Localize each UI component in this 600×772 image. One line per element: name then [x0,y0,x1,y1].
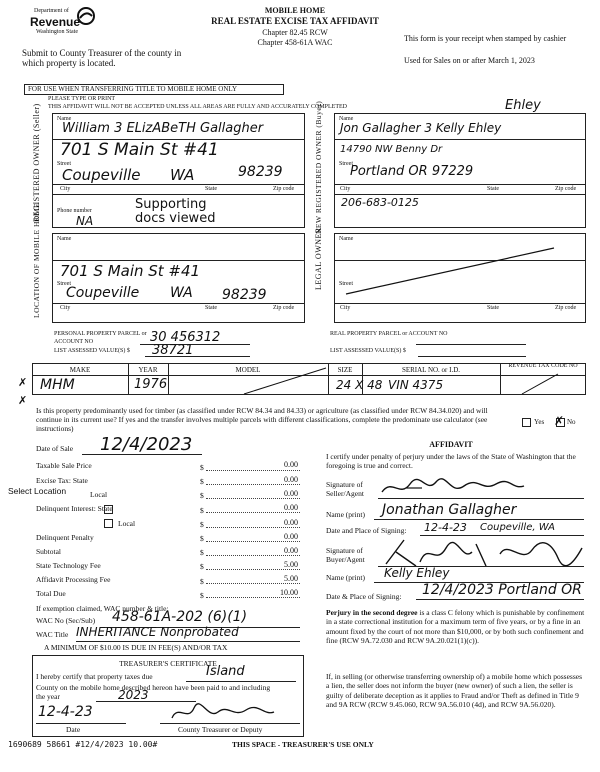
form-title-2: REAL ESTATE EXCISE TAX AFFIDAVIT [211,16,379,26]
treasurer-title: TREASURER'S CERTIFICATE [119,659,217,668]
tax-row-label-2: Local [90,490,108,499]
yes-label: Yes [534,418,545,426]
seller-name-print-label: Name (print) [326,510,365,519]
row-x-mark-2: ✗ [18,394,28,407]
tax-amount-6[interactable]: 0.00 [284,546,298,555]
col-serial: SERIAL NO. or I.D. [401,366,461,374]
seller-street[interactable]: 701 S Main St #41 [60,140,219,160]
wac-no-label: WAC No (Sec/Sub) [36,616,96,625]
location-state[interactable]: WA [170,285,193,301]
delinquent-state-checkbox[interactable] [104,505,113,514]
agency-line1: Department of [34,8,69,14]
tax-amount-1[interactable]: 0.00 [284,475,298,484]
seller-place[interactable]: Coupeville, WA [480,522,555,533]
seller-city[interactable]: Coupeville [62,166,141,184]
buyer-name-label: Name [339,116,354,122]
no-check-mark: ✗ [554,414,565,428]
pp-value[interactable]: 38721 [152,343,194,358]
select-location[interactable]: Select Location [8,486,67,496]
buyer-date-place[interactable]: 12/4/2023 Portland OR [422,582,582,598]
seller-street-label: Street [57,161,71,167]
col-model: MODEL [235,366,261,374]
seller-state-label: State [205,186,217,192]
seller-note: Supporting docs viewed [135,197,216,226]
legal-street-label: Street [339,281,353,287]
location-zip[interactable]: 98239 [222,287,267,303]
delinquent-local-checkbox[interactable] [104,519,113,528]
tax-amount-2[interactable]: 0.00 [284,489,298,498]
buyer-street-label: Street [339,161,353,167]
legal-side-label: LEGAL OWNER [314,227,323,290]
seller-date[interactable]: 12-4-23 [424,521,467,534]
print-notice: PLEASE TYPE OR PRINT [48,96,116,102]
tax-amount-9[interactable]: 10.00 [280,588,298,597]
treasurer-signature[interactable] [168,702,278,724]
seller-name-label: Name [57,116,72,122]
yes-checkbox[interactable] [522,418,531,427]
buyer-state-label: State [487,186,499,192]
treasurer-county[interactable]: Island [206,664,245,679]
seller-side-label: REGISTERED OWNER (Seller) [32,103,41,222]
tax-amount-7[interactable]: 5.00 [284,560,298,569]
legal-name-label: Name [339,236,354,242]
legal-zip-label: Zip code [555,305,577,311]
receipt-text: This form is your receipt when stamped by cashier [404,34,567,43]
location-city[interactable]: Coupeville [66,285,140,301]
dollar-signs: $ $ $ $ $ $ $ $ $ $ [200,463,204,600]
buyer-city-state-zip[interactable]: Portland OR 97229 [350,164,474,179]
tax-amount-3[interactable]: 0.00 [284,503,298,512]
seller-name[interactable]: William 3 ELizABeTH Gallagher [62,121,264,136]
seller-zip-label: Zip code [273,186,295,192]
location-name-label: Name [57,236,72,242]
tax-row-label-3: Delinquent Interest: State [36,504,113,513]
seller-phone[interactable]: NA [76,214,94,228]
treasurer-date[interactable]: 12-4-23 [38,704,93,720]
date-of-sale-label: Date of Sale [36,444,74,453]
buyer-sig-label: Signature of Buyer/Agent [326,546,365,564]
treasurer-date-label: Date [66,725,81,734]
accept-notice: THIS AFFIDAVIT WILL NOT BE ACCEPTED UNLESS ALL AREAS ARE FULLY AND ACCURATELY COMPLETED [48,104,347,110]
buyer-zip-label: Zip code [555,186,577,192]
buyer-phone[interactable]: 206-683-0125 [341,196,419,209]
receipt-stamp: 1690689 58661 #12/4/2023 10.00# [8,740,158,749]
form-title-1: MOBILE HOME [264,6,326,15]
tax-row-label-0: Taxable Sale Price [36,461,92,470]
buyer-side-label: NEW REGISTERED OWNER (Buyer) [314,100,323,234]
tax-amount-8[interactable]: 5.00 [284,574,298,583]
treasurer-text2: County on the mobile home described hereon have been paid to and including the year [36,683,271,701]
buyer-print-name[interactable]: Kelly Ehley [384,566,450,580]
agency-state: Washington State [36,29,79,35]
buyer-street[interactable]: 14790 NW Benny Dr [340,144,443,155]
rp-parcel-label: REAL PROPERTY PARCEL or ACCOUNT NO [330,331,448,337]
pp-list-label: LIST ASSESSED VALUE(S) $ [54,348,130,354]
treasurer-text1: I hereby certify that property taxes due [36,672,153,681]
location-city-label: City [60,305,71,311]
tax-amount-5[interactable]: 0.00 [284,532,298,541]
home-serial[interactable]: VIN 4375 [388,378,444,392]
exempt-label: If exemption claimed, WAC number & title: [36,604,169,613]
location-state-label: State [205,305,217,311]
timber-question: Is this property predominantly used for timber (as classified under RCW 84.34 and 84.33) or agriculture (as classified under RCW 84.34.020) and will continue in its current use? If yes and the transfer involves multiple parcels with different classifications, complete the predominate use calculator (see instructions) [36,406,488,433]
seller-date-place-label: Date and Place of Signing: [326,526,407,535]
no-label: No [567,418,576,426]
home-make[interactable]: MHM [40,377,75,393]
treasurer-use-only: THIS SPACE - TREASURER'S USE ONLY [232,740,374,749]
minimum-note: A MINIMUM OF $10.00 IS DUE IN FEE(S) AND/OR TAX [44,643,228,652]
col-year: YEAR [138,366,158,374]
seller-phone-label: Phone number [57,208,92,214]
tax-row-label-6: Subtotal [36,547,62,556]
perjury-bold: Perjury in the second degree [326,608,418,617]
col-rev: REVENUE TAX CODE NO [508,363,578,369]
tax-row-label-1: Excise Tax: State [36,476,88,485]
seller-city-label: City [60,186,71,192]
pp-account[interactable]: 30 456312 [150,330,221,345]
seller-zip[interactable]: 98239 [238,164,283,180]
wac-title[interactable]: INHERITANCE Nonprobated [76,625,239,639]
treasurer-year[interactable]: 2023 [118,688,149,702]
pp-parcel-label: PERSONAL PROPERTY PARCEL or ACCOUNT NO [54,331,147,345]
location-street[interactable]: 701 S Main St #41 [60,262,201,280]
rev-strike-line [520,372,560,396]
tax-amount-4[interactable]: 0.00 [284,518,298,527]
wac-no[interactable]: 458-61A-202 (6)(1) [112,609,248,625]
affidavit-title: AFFIDAVIT [429,440,473,449]
buyer-name-print-label: Name (print) [326,573,365,582]
buyer-city-label: City [340,186,351,192]
tax-row-label-5: Delinquent Penalty [36,533,94,542]
home-size[interactable]: 24 X 48 [336,378,383,392]
legal-strike-line [344,246,556,296]
buyer-extra-name[interactable]: Ehley [505,98,541,113]
certify-text: I certify under penalty of perjury under the laws of the State of Washington that the foregoing is true and correct. [326,452,576,470]
row-x-mark-1: ✗ [18,376,28,389]
rp-list-label: LIST ASSESSED VALUE(S) $ [330,348,406,354]
location-zip-label: Zip code [273,305,295,311]
legal-state-label: State [487,305,499,311]
submit-text: Submit to County Treasurer of the county in which property is located. [22,48,182,68]
dor-logo-mark-icon [76,6,96,26]
col-size: SIZE [337,366,353,374]
seller-print-name[interactable]: Jonathan Gallagher [382,502,517,518]
seller-sig-label: Signature of Seller/Agent [326,480,364,498]
agency-name: Revenue [30,15,81,29]
tax-row-label-7: State Technology Fee [36,561,101,570]
location-street-label: Street [57,281,71,287]
location-side-label: LOCATION OF MOBILE HOME [32,202,41,318]
selling-text: If, in selling (or otherwise transferring ownership of) a mobile home which possesses a lien, the seller does not inform the buyer (new owner) of such a lien, the seller is guilty of deliberate deception as it applies to Fraud and/or Theft as defined in Title 9 and 9A RCW (RCW 9.45.060, RCW 9A.56.010 (4d), and RCW 9A.56.020). [326,672,582,710]
mobile-use-notice: FOR USE WHEN TRANSFERRING TITLE TO MOBILE HOME ONLY [24,84,284,95]
home-year[interactable]: 1976 [134,377,168,392]
col-make: MAKE [69,366,91,374]
tax-row-label-8: Affidavit Processing Fee [36,575,111,584]
seller-state[interactable]: WA [170,166,195,184]
buyer-name[interactable]: Jon Gallagher 3 Kelly Ehley [340,121,502,135]
seller-signature[interactable] [378,474,528,500]
tax-row-label-9: Total Due [36,589,66,598]
buyer-date-place-label: Date & Place of Signing: [326,592,402,601]
treasurer-sig-label: County Treasurer or Deputy [178,725,263,734]
chapter-2: Chapter 458-61A WAC [257,38,333,47]
dor-logo [22,6,102,40]
use-text: Used for Sales on or after March 1, 2023 [404,56,535,65]
perjury-body: is a class C felony which is punishable by confinement in a state correctional institution for a maximum term of five years, or by a fine in an amount fixed by the court of not more than $10,000, or by both such confinement and fine (RCW 9A.72.030 and RCW 9A.20.021(1)(c)). [326,608,585,646]
perjury-text [326,608,586,646]
legal-city-label: City [340,305,351,311]
tax-row-label-4: Local [118,519,136,528]
chapter-1: Chapter 82.45 RCW [262,28,328,37]
model-strike-line [240,366,330,396]
wac-title-label: WAC Title [36,630,69,639]
buyer-signature[interactable] [376,536,586,570]
tax-amount-0[interactable]: 0.00 [284,460,298,469]
date-of-sale[interactable]: 12/4/2023 [100,434,193,455]
